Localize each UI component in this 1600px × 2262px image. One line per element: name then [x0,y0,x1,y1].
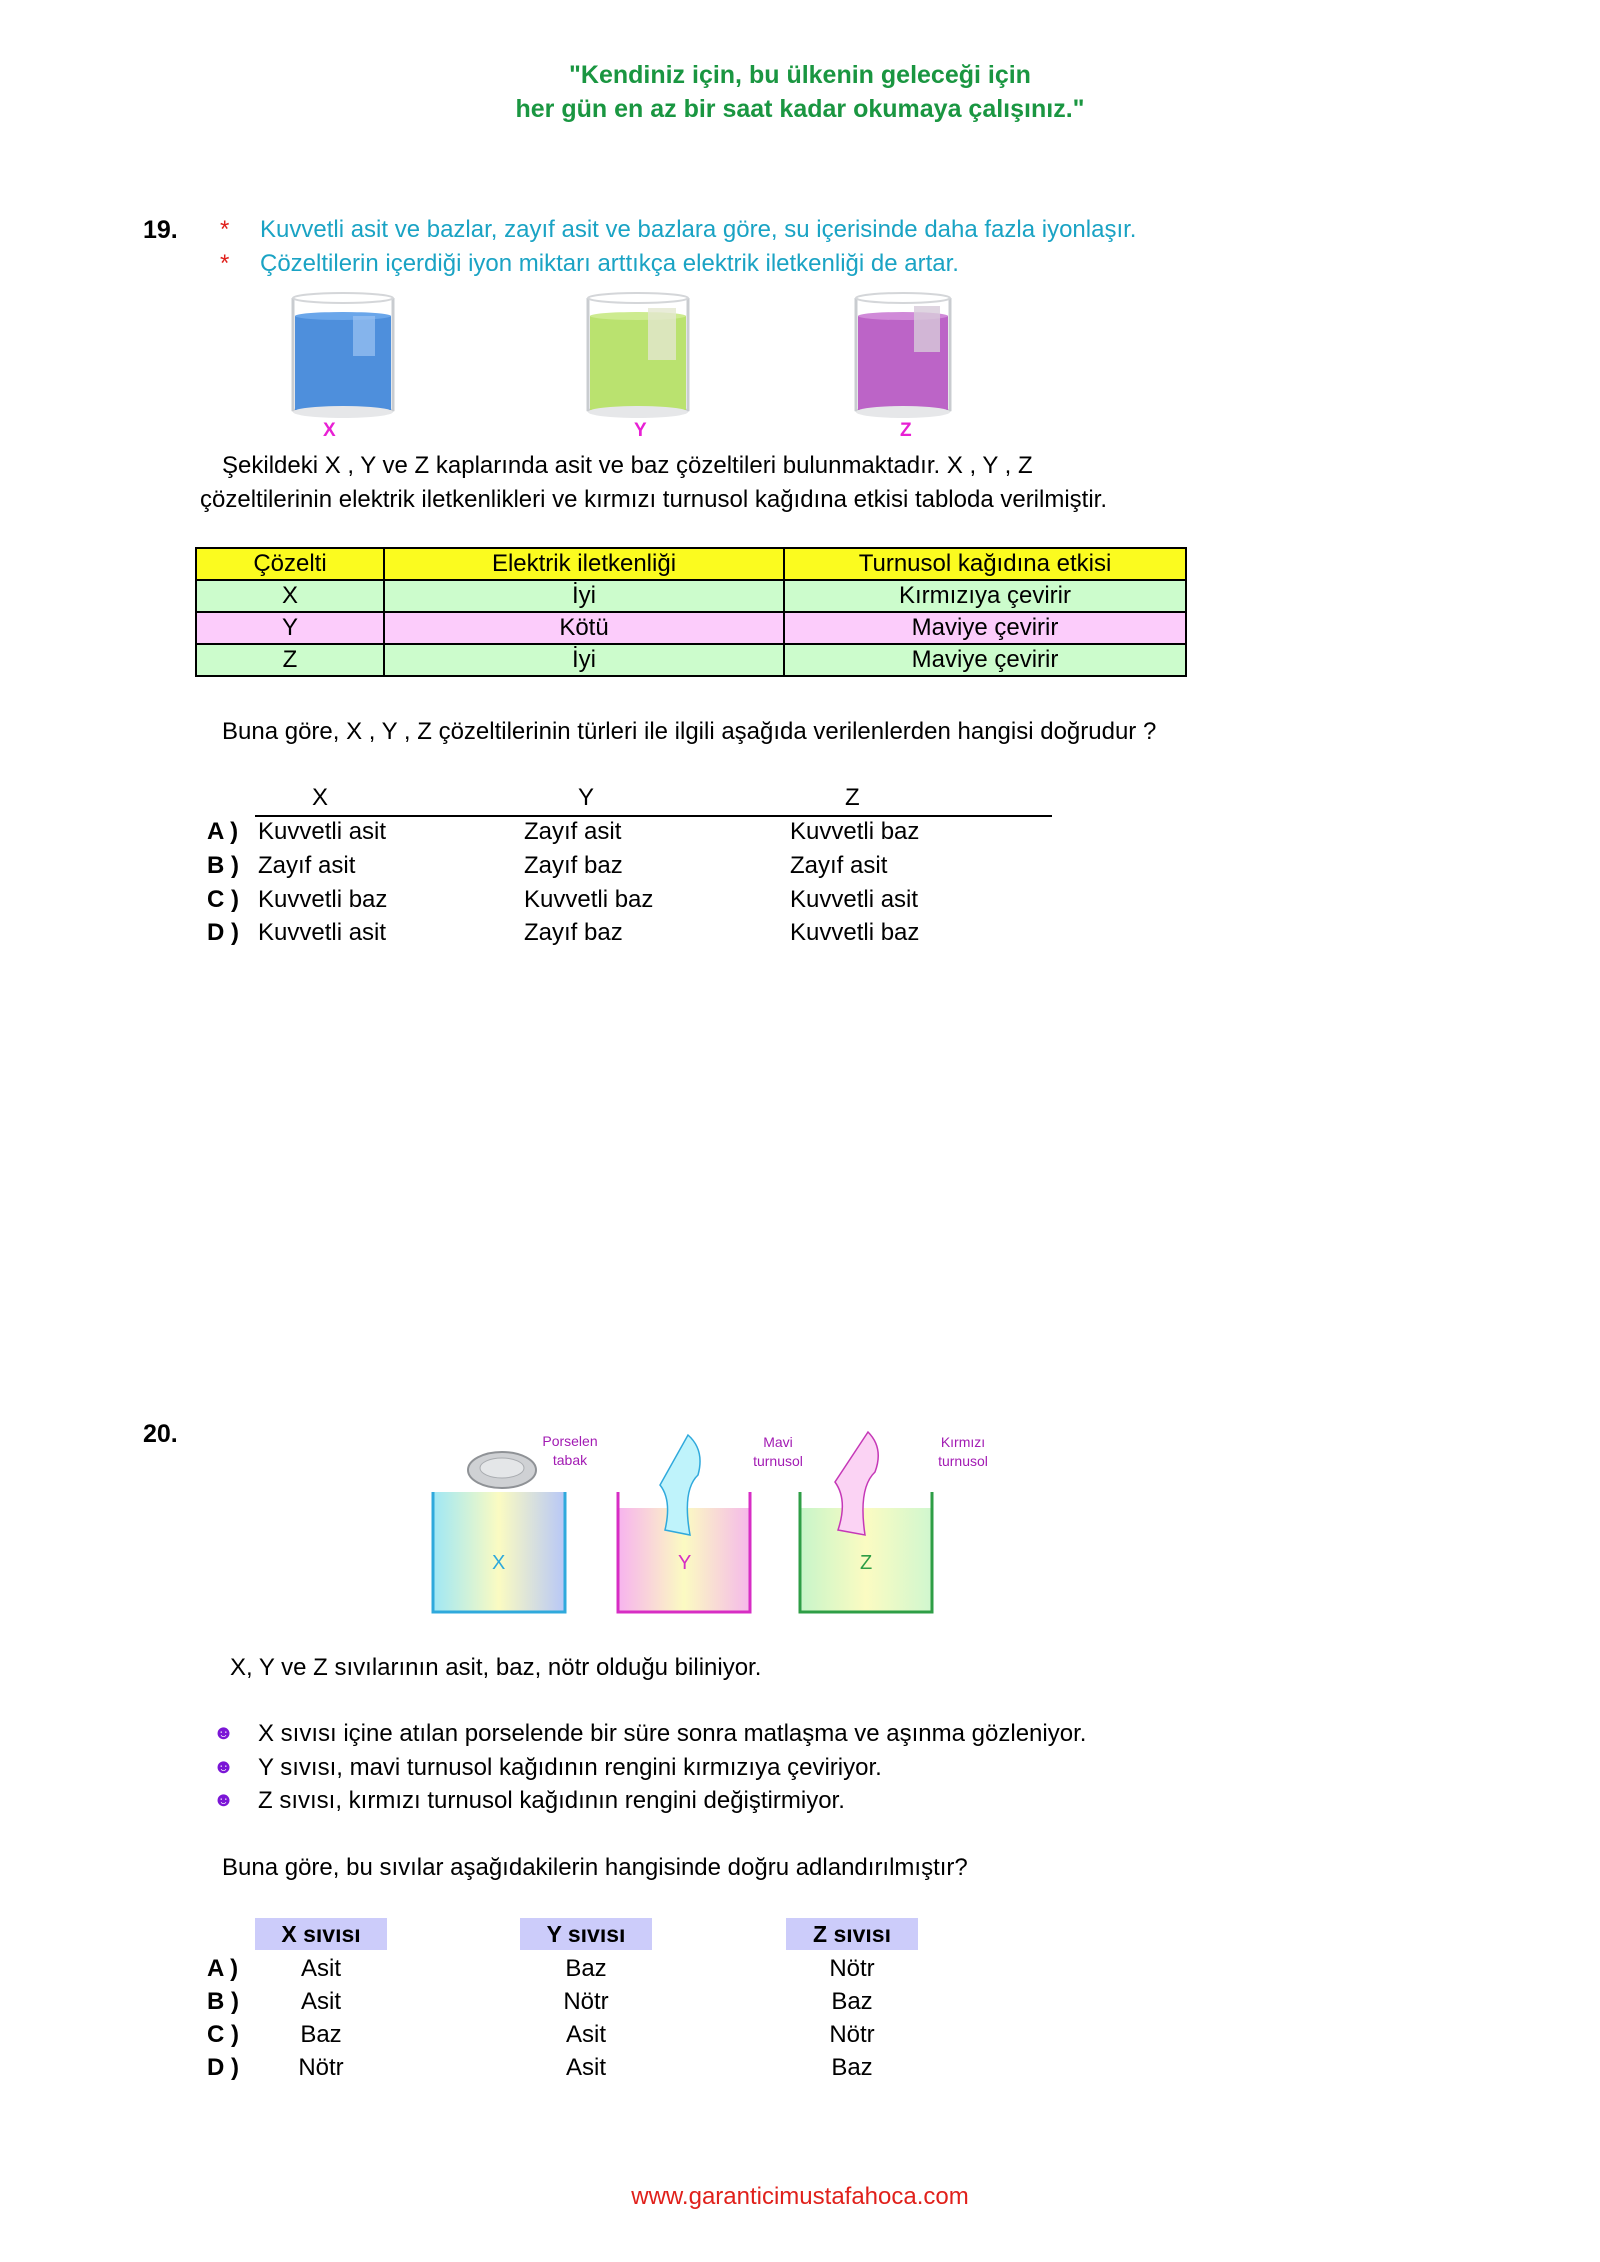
smiley-icon: ☻ [213,1722,235,1744]
footer-website-link[interactable]: www.garanticimustafahoca.com [631,2183,969,2210]
q19-question: Buna göre, X , Y , Z çözeltilerinin türleri ile ilgili aşağıda verilenlerden hangisi doğrudur ? [222,718,1157,745]
table-row [196,580,1186,612]
q19-option-d-z: Kuvvetli baz [790,919,920,946]
table-header-cell: Turnusol kağıdına etkisi [784,548,1186,580]
q20-option-a-z: Nötr [829,1955,875,1982]
table-cell: Maviye çevirir [784,644,1186,676]
q19-option-c-label[interactable]: C ) [207,886,239,913]
table-row [196,612,1186,644]
fact-1-text: Kuvvetli asit ve bazlar, zayıf asit ve bazlara göre, su içerisinde daha fazla iyonlaşır. [260,216,1137,243]
fact-1-asterisk: * [220,216,230,243]
red-litmus-label [923,1433,1003,1471]
q19-option-c-z: Kuvvetli asit [790,886,919,913]
q19-option-d-label[interactable]: D ) [207,919,239,946]
table-header-cell: Elektrik iletkenliği [384,548,784,580]
plate-label-line-2: tabak [552,1452,588,1468]
q20-bullet-3: Z sıvısı, kırmızı turnusol kağıdının rengini değiştirmiyor. [258,1787,845,1814]
blue-litmus-label-line-2: turnusol [753,1453,803,1469]
q20-intro: X, Y ve Z sıvılarının asit, baz, nötr olduğu biliniyor. [230,1654,762,1681]
smiley-icon: ☻ [213,1789,235,1811]
q19-stem-line-2: çözeltilerinin elektrik iletkenlikleri ve kırmızı turnusol kağıdına etkisi tabloda verilmiştir. [200,486,1108,513]
q20-option-a-y: Baz [565,1955,607,1982]
table-cell: İyi [384,644,784,676]
blue-litmus-label-line-1: Mavi [763,1434,793,1450]
q20-option-a-x: Asit [300,1955,341,1982]
table-cell: Maviye çevirir [784,612,1186,644]
q20-option-b-label[interactable]: B ) [207,1988,239,2015]
beaker-z-label: Z [900,420,912,441]
q19-option-a-z: Kuvvetli baz [790,818,920,845]
beaker-x-icon [283,290,403,426]
table-cell: Kötü [384,612,784,644]
q19-option-a-x: Kuvvetli asit [258,818,387,845]
red-litmus-label-line-1: Kırmızı [940,1434,986,1450]
question-19-number: 19. [143,216,178,244]
q20-option-header-y: Y sıvısı [520,1918,652,1950]
q19-option-a-y: Zayıf asit [524,818,622,845]
q19-option-a-label[interactable]: A ) [207,818,239,845]
container-z-label: Z [860,1552,873,1574]
q19-option-b-z: Zayıf asit [790,852,888,879]
table-cell: Y [196,612,384,644]
beaker-x-label: X [323,420,336,441]
q19-option-c-y: Kuvvetli baz [524,886,654,913]
q19-options-divider [255,815,1052,817]
q20-option-c-y: Asit [565,2021,606,2048]
header-quote-line-1: "Kendiniz için, bu ülkenin geleceği için [569,61,1031,89]
q20-option-c-label[interactable]: C ) [207,2021,239,2048]
q19-option-b-y: Zayıf baz [524,852,623,879]
plate-label-line-1: Porselen [542,1433,598,1449]
table-cell: X [196,580,384,612]
q20-option-c-z: Nötr [829,2021,875,2048]
fact-2-text: Çözeltilerin içerdiği iyon miktarı arttıkça elektrik iletkenliği de artar. [260,250,959,277]
q19-option-header-y: Y [578,784,595,811]
header-quote-line-2: her gün en az bir saat kadar okumaya çalışınız." [515,95,1085,123]
q20-option-header-x: X sıvısı [255,1918,387,1950]
q20-bullet-2: Y sıvısı, mavi turnusol kağıdının rengini kırmızıya çeviriyor. [258,1754,882,1781]
q20-option-a-label[interactable]: A ) [207,1955,239,1982]
q19-option-b-label[interactable]: B ) [207,852,239,879]
q19-option-c-x: Kuvvetli baz [258,886,388,913]
q19-option-b-x: Zayıf asit [258,852,356,879]
container-y-label: Y [678,1552,692,1574]
beaker-z-icon [848,290,958,426]
q20-option-c-x: Baz [300,2021,342,2048]
q20-option-d-x: Nötr [298,2054,344,2081]
table-header-cell: Çözelti [196,548,384,580]
q19-option-header-x: X [312,784,329,811]
q19-stem-line-1: Şekildeki X , Y ve Z kaplarında asit ve baz çözeltileri bulunmaktadır. X , Y , Z [222,452,1033,479]
beaker-y-icon [578,290,698,426]
q20-question: Buna göre, bu sıvılar aşağıdakilerin hangisinde doğru adlandırılmıştır? [222,1854,968,1881]
red-litmus-label-line-2: turnusol [938,1453,988,1469]
table-row [196,644,1186,676]
q19-option-d-x: Kuvvetli asit [258,919,387,946]
q20-option-b-z: Baz [831,1988,873,2015]
q20-bullet-1: X sıvısı içine atılan porselende bir süre sonra matlaşma ve aşınma gözleniyor. [258,1720,1087,1747]
fact-2-asterisk: * [220,250,230,277]
q20-option-d-y: Asit [565,2054,606,2081]
q20-option-d-label[interactable]: D ) [207,2054,239,2081]
blue-litmus-label [738,1433,818,1471]
plate-label [530,1432,610,1470]
properties-table [195,547,1187,677]
beaker-x-liquid [295,316,391,410]
table-cell: İyi [384,580,784,612]
q20-option-b-x: Asit [300,1988,341,2015]
table-header-row [196,548,1186,580]
q20-option-d-z: Baz [831,2054,873,2081]
question-20-number: 20. [143,1420,178,1448]
q20-option-b-y: Nötr [563,1988,609,2015]
container-x-label: X [492,1552,506,1574]
q19-option-header-z: Z [845,784,860,811]
beaker-y-label: Y [634,420,647,441]
table-cell: Kırmızıya çevirir [784,580,1186,612]
smiley-icon: ☻ [213,1756,235,1778]
q19-option-d-y: Zayıf baz [524,919,623,946]
table-cell: Z [196,644,384,676]
containers-figure-icon [420,1430,960,1620]
q20-option-header-z: Z sıvısı [786,1918,918,1950]
